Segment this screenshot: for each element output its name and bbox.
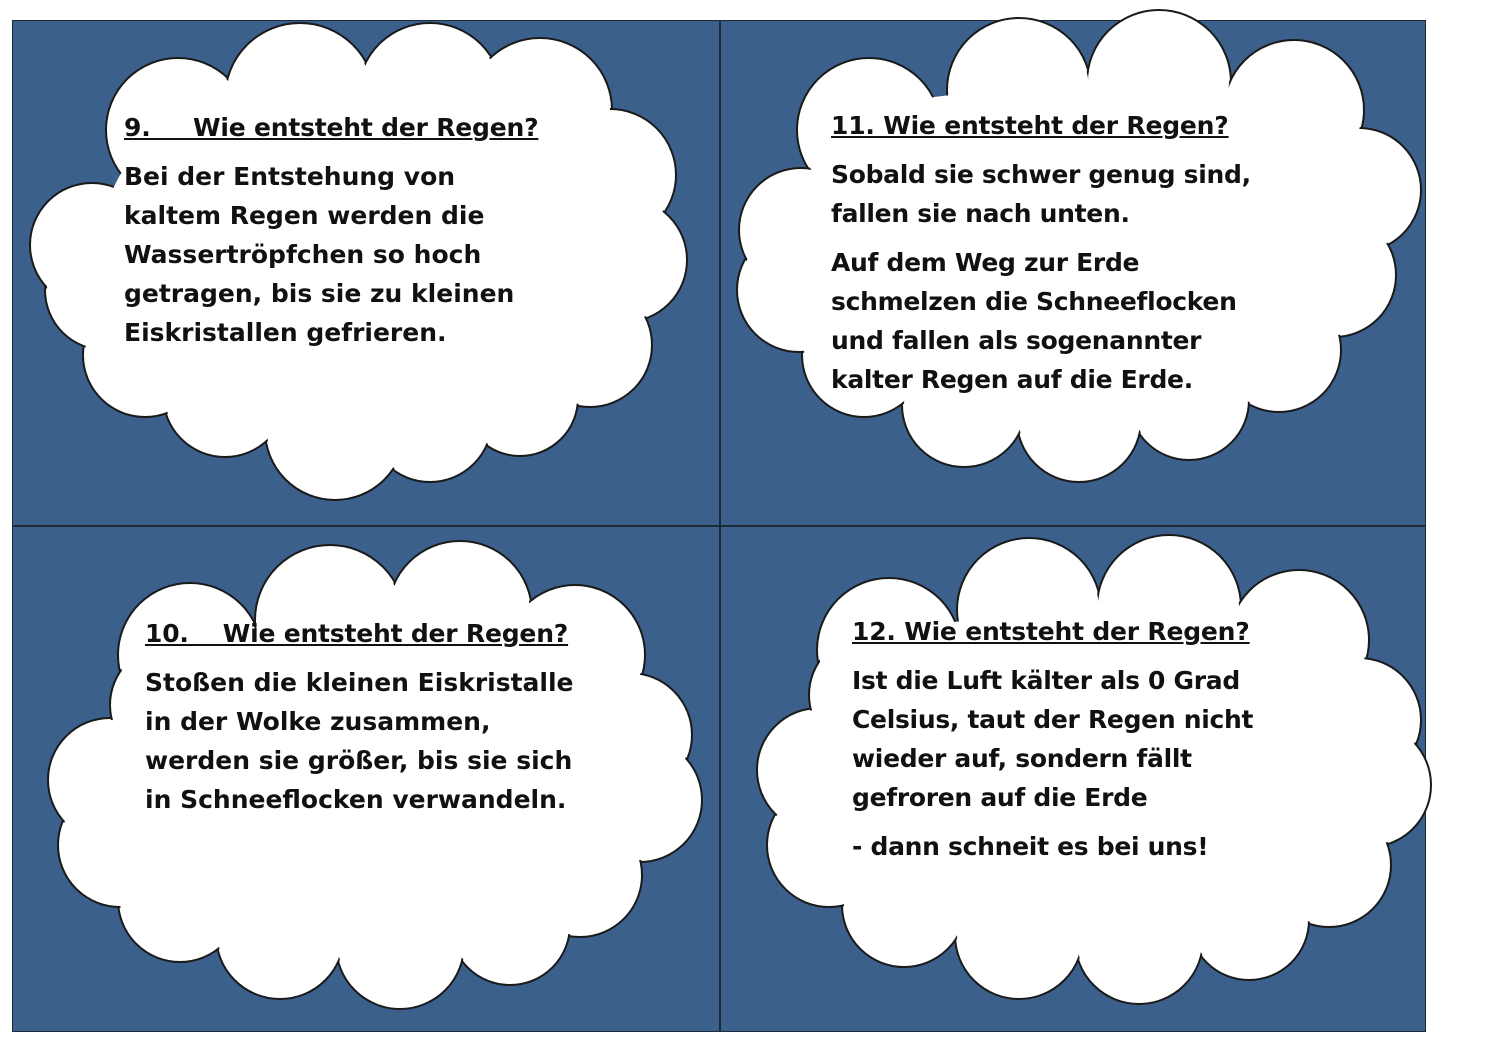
answer-line: Sobald sie schwer genug sind, — [831, 160, 1251, 189]
answer-line: kaltem Regen werden die — [124, 201, 485, 230]
answer-line — [831, 360, 1251, 399]
answer-line: Eiskristallen gefrieren. — [124, 318, 447, 347]
answer-line-tail: auf die Erde. — [1008, 365, 1193, 394]
emphasis-term: kalter Regen — [831, 365, 1009, 394]
answer-paragraph — [852, 827, 1253, 866]
answer-line: fallen sie nach unten. — [831, 199, 1130, 228]
answer-line: Auf dem Weg zur Erde — [831, 248, 1140, 277]
answer-paragraph — [852, 661, 1253, 817]
answer-line: in der Wolke zusammen, — [145, 707, 491, 736]
answer-paragraph — [831, 243, 1251, 399]
answer-line: werden sie größer, bis sie sich — [145, 746, 573, 775]
question-heading: 10. Wie entsteht der Regen? — [145, 619, 569, 648]
answer-paragraph — [831, 155, 1251, 233]
card-text — [124, 108, 538, 352]
answer-line: wieder auf, sondern fällt — [852, 744, 1192, 773]
card-text — [145, 614, 574, 819]
answer-line: - dann schneit es bei uns! — [852, 832, 1209, 861]
answer-line: getragen, bis sie zu kleinen — [124, 279, 515, 308]
answer-line: schmelzen die Schneeflocken — [831, 287, 1237, 316]
answer-line: Ist die Luft kälter als 0 Grad — [852, 666, 1240, 695]
question-heading: 11. Wie entsteht der Regen? — [831, 111, 1229, 140]
answer-line: Bei der Entstehung von — [124, 162, 456, 191]
question-heading: 9. Wie entsteht der Regen? — [124, 113, 539, 142]
card-text — [852, 612, 1253, 876]
answer-line: Celsius, taut der Regen nicht — [852, 705, 1254, 734]
answer-line: Stoßen die kleinen Eiskristalle — [145, 668, 574, 697]
answer-line: in Schneeflocken verwandeln. — [145, 785, 567, 814]
card-text — [831, 106, 1251, 409]
question-heading: 12. Wie entsteht der Regen? — [852, 617, 1250, 646]
answer-line: und fallen als sogenannter — [831, 326, 1202, 355]
answer-line: Wassertröpfchen so hoch — [124, 240, 482, 269]
answer-line: gefroren auf die Erde — [852, 783, 1148, 812]
